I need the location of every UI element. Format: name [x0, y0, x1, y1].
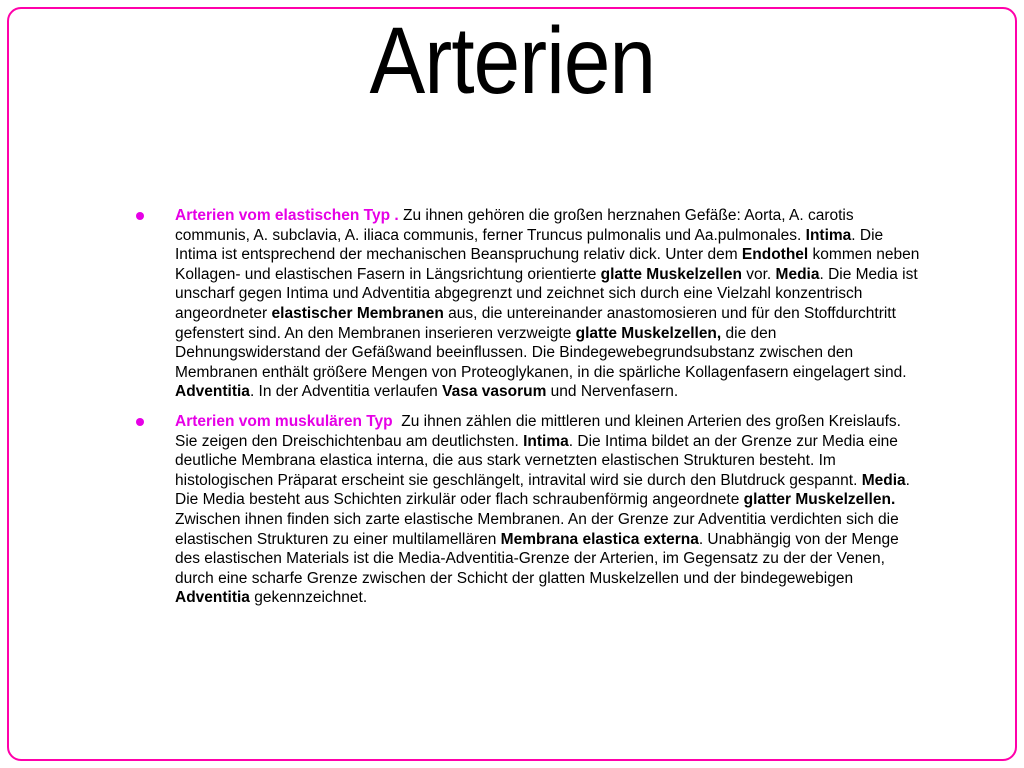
text-segment: Adventitia	[175, 589, 250, 607]
text-segment: kommen neben Kollagen- und elastischen Fasern in Längsrichtung orientierte	[175, 246, 920, 283]
text-segment: Membrana elastica externa	[500, 530, 699, 548]
text-segment: Arterien vom elastischen Typ .	[175, 207, 403, 224]
text-segment: Media	[775, 265, 820, 283]
text-segment: . In der Adventitia verlaufen	[249, 383, 443, 401]
text-segment: glatter Muskelzellen.	[743, 491, 896, 509]
text-segment: vor.	[741, 265, 776, 283]
text-segment: . Die Media ist unscharf gegen Intima und Adventitia abgegrenzt und zeichnet sich durch eine Vielzahl konzentrisch angeordneter	[175, 265, 918, 322]
bullet-list	[175, 206, 922, 608]
text-segment: Endothel	[741, 246, 809, 264]
text-segment: Zwischen ihnen finden sich zarte elastische Membranen. An der Grenze zur Adventitia verdichten sich die elastischen Strukturen zu einer multilamellären	[175, 510, 899, 548]
text-segment: und Nervenfasern.	[546, 383, 679, 401]
text-segment: . Die Media besteht aus Schichten zirkulär oder flach schraubenförmig angeordnete	[175, 471, 910, 509]
text-segment: Adventitia	[175, 383, 250, 401]
text-segment: . Die Intima ist entsprechend der mechanischen Beanspruchung relativ dick. Unter dem	[175, 226, 884, 264]
text-segment: Zu ihnen gehören die großen herznahen Gefäße: Aorta, A. carotis communis, A. subclavia, A. iliaca communis, ferner Truncus pulmonalis und Aa.pulmonales.	[175, 207, 854, 244]
text-segment: . Die Intima bildet an der Grenze zur Media eine deutliche Membrana elastica interna, die aus stark vernetzten elastischen Strukturen besteht. Im histologischen Präparat erscheint sie geschlängelt, intravital wird sie durch den Blutdruck gespannt.	[175, 432, 898, 489]
text-segment: die den Dehnungswiderstand der Gefäßwand beeinflussen. Die Bindegewebegrundsubstanz zwischen den Membranen enthält größere Mengen von Proteoglykanen, in die spärliche Kollagenfasern eingelagert sind.	[175, 324, 907, 381]
text-segment: Intima	[805, 226, 852, 244]
page-title	[0, 8, 1024, 114]
text-segment: . Unabhängig von der Menge des elastischen Materials ist die Media-Adventitia-Grenze der Arterien, im Gegensatz zu der der Venen, durch eine scharfe Grenze zwischen der Schicht der glatten Muskelzellen und der bindegewebigen	[175, 530, 899, 587]
text-segment: elastischer Membranen	[271, 304, 444, 322]
bullet-item	[175, 412, 922, 608]
bullet-marker	[136, 212, 144, 220]
text-segment: gekennzeichnet.	[249, 589, 368, 607]
text-segment: aus, die untereinander anastomosieren und für den Stoffdurchtritt gefenstert sind. An den Membranen inserieren verzweigte	[175, 304, 896, 342]
page-title-text: Arterien	[369, 8, 655, 114]
text-segment: Zu ihnen zählen die mittleren und kleinen Arterien des großen Kreislaufs. Sie zeigen den Dreischichtenbau am deutlichsten.	[175, 412, 901, 450]
bullet-marker	[136, 418, 144, 426]
text-segment: Vasa vasorum	[442, 383, 547, 401]
text-segment: Intima	[523, 432, 569, 450]
bullet-item	[175, 206, 922, 402]
text-segment: Media	[861, 471, 906, 489]
text-segment: Arterien vom muskulären Typ	[175, 412, 393, 430]
text-segment: glatte Muskelzellen	[600, 265, 742, 283]
text-segment: glatte Muskelzellen,	[575, 324, 722, 342]
